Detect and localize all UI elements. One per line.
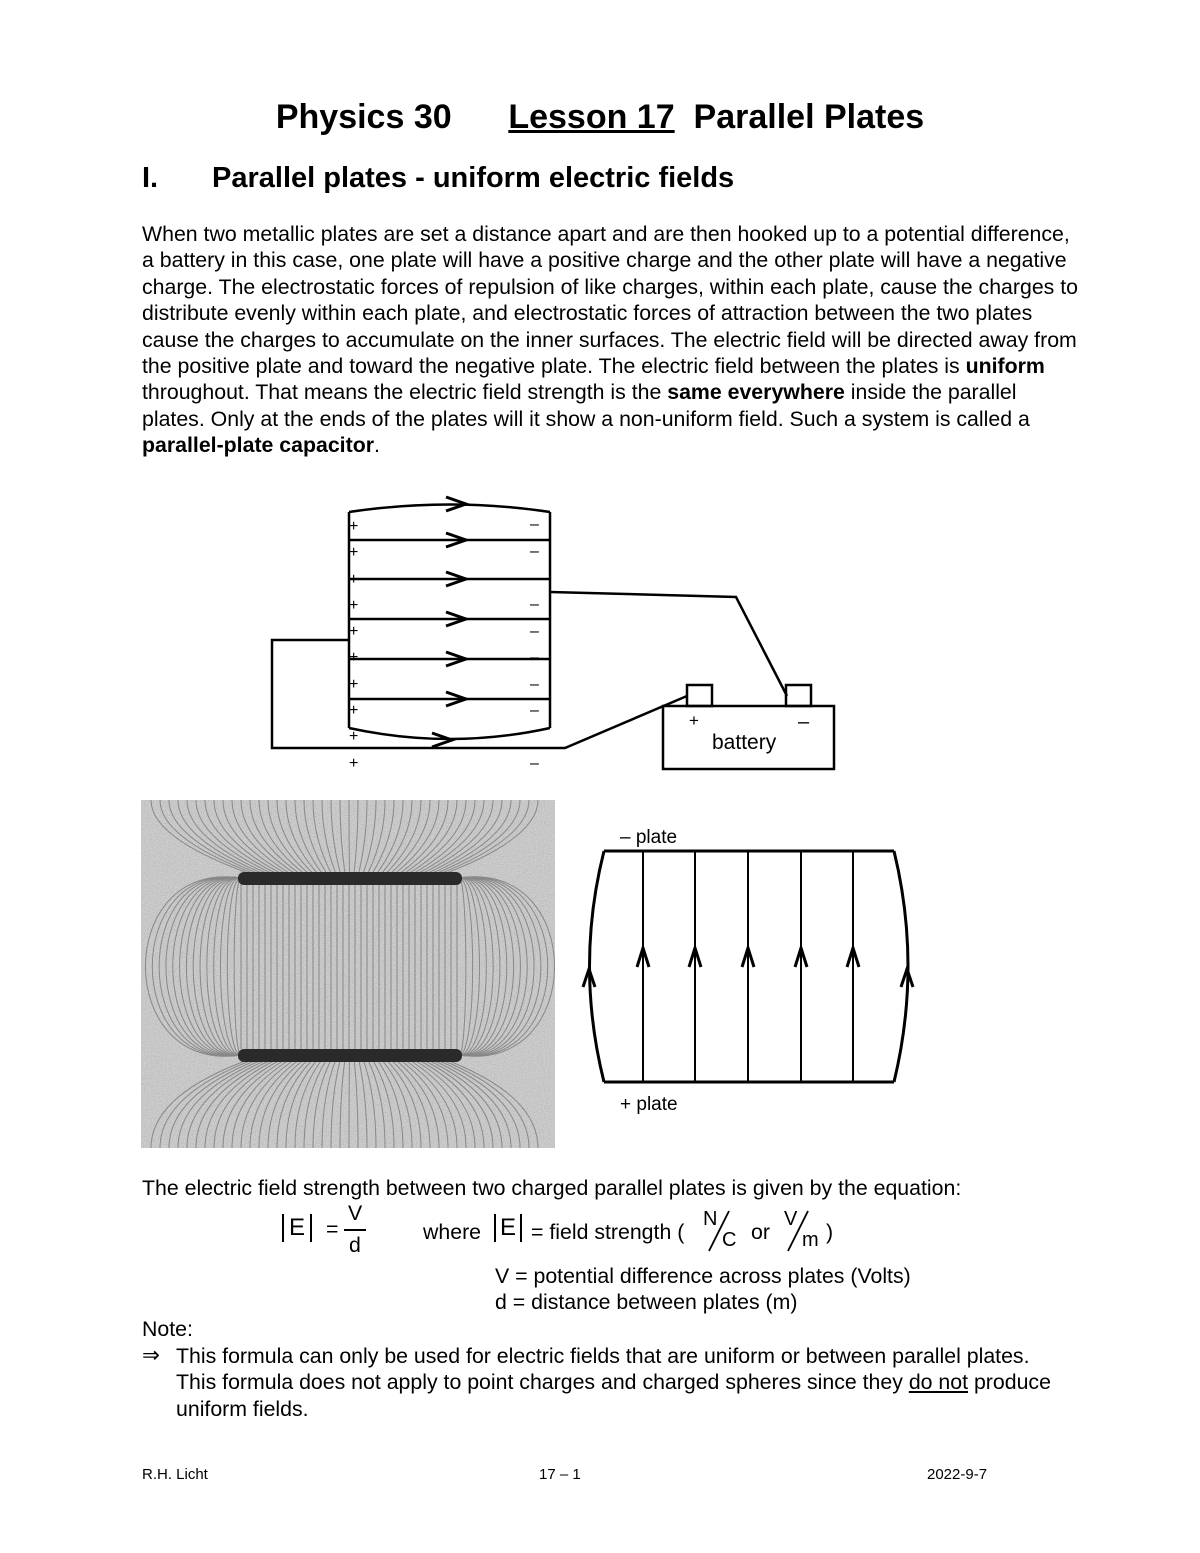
intro-text-3: inside the parallel plates. Only at the ends of the plates will it show a non-uniform field. Such a system is called a (142, 380, 1030, 431)
plus-charge: + (349, 518, 359, 535)
equation-numerator: V (348, 1201, 363, 1225)
note-text-2: produce uniform fields. (176, 1370, 1051, 1421)
lesson-topic: Parallel Plates (693, 98, 925, 136)
unit-V: V (784, 1208, 798, 1230)
battery-negative-terminal (786, 685, 811, 706)
unit-C: C (722, 1229, 737, 1251)
wire-positive (272, 640, 687, 748)
note-label: Note: (142, 1317, 193, 1341)
unit-N: N (703, 1208, 718, 1230)
minus-charge: – (530, 755, 539, 772)
plus-charge: + (349, 597, 359, 614)
field-lines (349, 540, 550, 699)
intro-bold-same-everywhere: same everywhere (667, 380, 845, 405)
equation-denominator: d (349, 1233, 361, 1257)
note-bullet: ⇒ (142, 1343, 160, 1367)
footer-author: R.H. Licht (142, 1466, 208, 1483)
section-number: I. (142, 162, 159, 194)
field-arrowheads (432, 497, 466, 747)
note-text-1: This formula can only be used for electric fields that are uniform or between parallel plates. This formula does not apply to point charges and charged spheres since they (176, 1344, 1030, 1395)
minus-charge: – (530, 516, 539, 533)
or-label: or (751, 1220, 770, 1244)
field-equation (282, 1201, 382, 1265)
right-fringe-line (894, 851, 908, 1082)
equation-lhs: E (282, 1214, 312, 1242)
def-V: V = potential difference across plates (Volts) (495, 1264, 911, 1288)
def-d: d = distance between plates (m) (495, 1290, 798, 1314)
bottom-fringe-field-line (349, 728, 550, 739)
photo-bottom-plate (238, 1049, 462, 1062)
wire-negative (550, 592, 787, 696)
photo-top-plate (238, 872, 462, 885)
top-plate-label: – plate (620, 827, 678, 848)
intro-bold-uniform: uniform (965, 354, 1045, 379)
intro-text-4: . (374, 433, 380, 458)
intro-bold-capacitor: parallel-plate capacitor (142, 433, 374, 458)
battery-positive-terminal (687, 685, 712, 706)
battery-minus-sign: – (798, 711, 810, 733)
intro-text-2: throughout. That means the electric field strength is the (142, 380, 668, 405)
equation-intro: The electric field strength between two charged parallel plates is given by the equation: (142, 1176, 962, 1200)
plus-charge: + (349, 571, 359, 588)
photo-outer-line (349, 1059, 350, 1148)
minus-charge: – (530, 702, 539, 719)
minus-charge: – (530, 543, 539, 560)
plus-charge: + (349, 544, 359, 561)
lesson-number: Lesson 17 (508, 98, 675, 136)
field-pattern-photo (141, 800, 555, 1148)
photo-outer-line (349, 800, 350, 874)
plus-charge: + (349, 623, 359, 640)
def-E-text: = field strength ( (531, 1220, 685, 1244)
units-close-paren: ) (826, 1220, 834, 1244)
section-title: Parallel plates - uniform electric fields (212, 162, 735, 194)
def-E-symbol: E (494, 1214, 522, 1242)
fraction-bar (344, 1229, 366, 1231)
battery-plus-sign: + (689, 711, 699, 730)
minus-charge: – (530, 649, 539, 666)
intro-text-1: When two metallic plates are set a distance apart and are then hooked up to a potential difference, a battery in this case, one plate will have a positive charge and the other plate will have a negative charge. The electrostatic forces of repulsion of like charges, within each plate, cause the charges to distribute evenly within each plate, and electrostatic forces of attraction between the two plates cause the charges to accumulate on the inner surfaces. The electric field will be directed away from the positive plate and toward the negative plate. The electric field between the plates is (142, 222, 1079, 379)
minus-charge: – (530, 676, 539, 693)
footer-page-number: 17 – 1 (539, 1466, 581, 1483)
uniform-field-diagram (560, 810, 940, 1120)
plus-charge: + (349, 755, 359, 772)
equation-equals: = (326, 1217, 339, 1241)
bottom-plate-label: + plate (620, 1094, 678, 1115)
left-fringe-line (590, 851, 605, 1082)
unit-m: m (802, 1229, 819, 1251)
footer-date: 2022-9-7 (927, 1466, 988, 1483)
course-name: Physics 30 (275, 98, 452, 136)
minus-charge: – (530, 596, 539, 613)
note-underlined: do not (908, 1370, 969, 1395)
plus-charge: + (349, 728, 359, 745)
plus-charge: + (349, 676, 359, 693)
plus-charge: + (349, 649, 359, 666)
note-text (176, 1343, 1066, 1422)
plus-charge: + (349, 702, 359, 719)
where-label: where (423, 1220, 482, 1244)
minus-charge: – (530, 623, 539, 640)
vertical-field-lines (583, 851, 913, 1082)
battery-label: battery (712, 731, 777, 754)
